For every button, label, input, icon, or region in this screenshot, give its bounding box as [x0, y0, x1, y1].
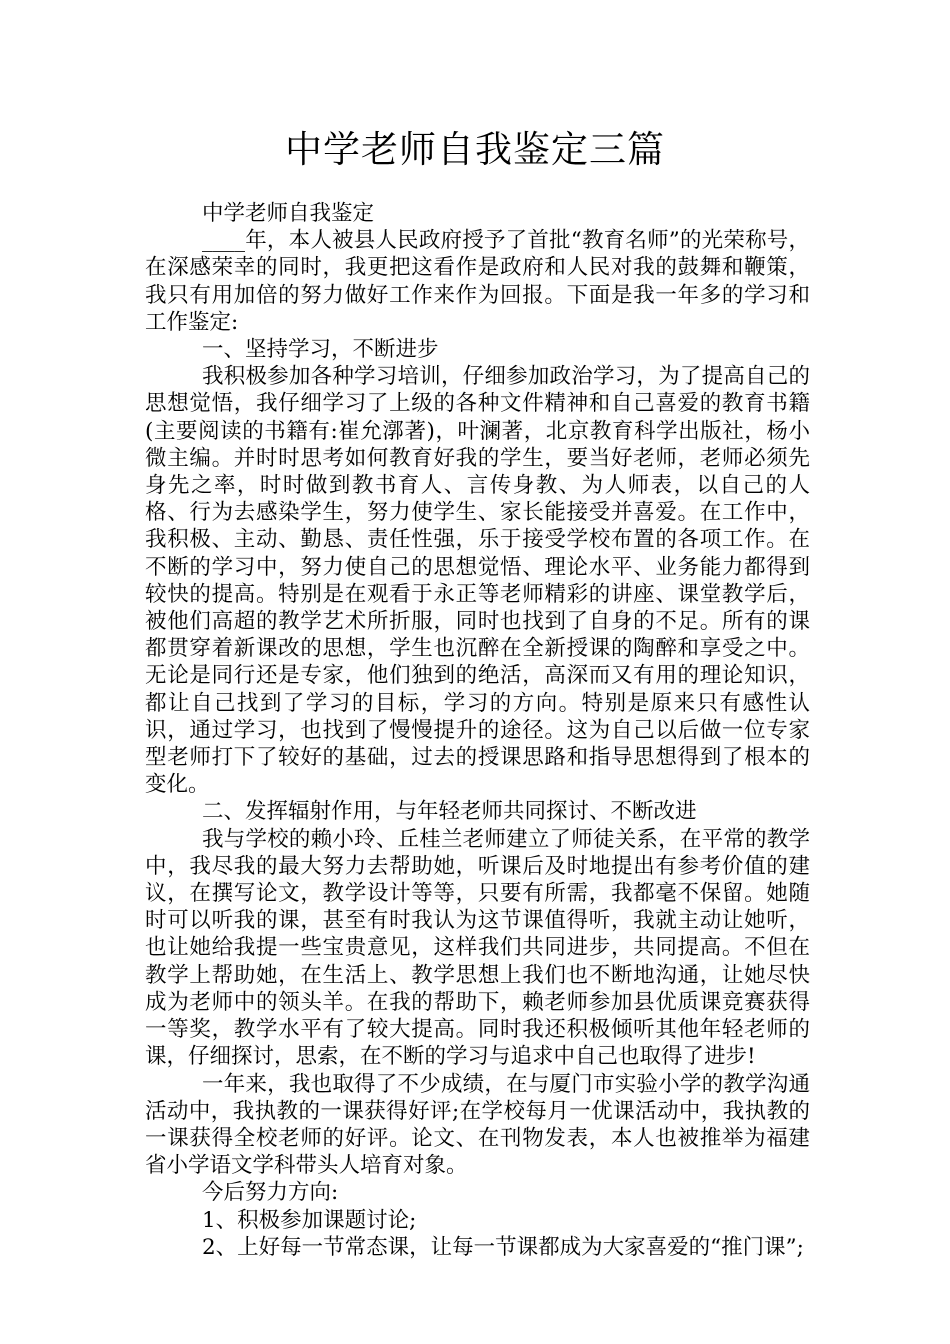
- list-item: 2、上好每一节常态课，让每一节课都成为大家喜爱的“推门课”;: [202, 1234, 804, 1260]
- document-title: 中学老师自我鉴定三篇: [285, 128, 665, 171]
- list-item: 1、积极参加课题讨论;: [202, 1207, 417, 1233]
- section-heading: 中学老师自我鉴定: [202, 201, 375, 226]
- paragraph-study: 我积极参加各种学习培训，仔细参加政治学习，为了提高自己的思想觉悟，我仔细学习了上级的各种文件精神和自己喜爱的教育书籍(主要阅读的书籍有:崔允漷著)，叶澜著，北京教育科学出版社，杨小微主编。并时时思考如何教育好我的学生，要当好老师，老师必须先身先之率，时时做到教书育人、言传身教、为人师表，以自己的人格、行为去感染学生，努力使学生、家长能接受并喜爱。在工作中，我积极、主动、勤恳、责任性强，乐于接受学校布置的各项工作。在不断的学习中，努力使自己的思想觉悟、理论水平、业务能力都得到较快的提高。特别是在观看于永正等老师精彩的讲座、课堂教学后，被他们高超的教学艺术所折服，同时也找到了自身的不足。所有的课都贯穿着新课改的思想，学生也沉醉在全新授课的陶醉和享受之中。无论是同行还是专家，他们独到的绝活，高深而又有用的理论知识，都让自己找到了学习的目标，学习的方向。特别是原来只有感性认识，通过学习，也找到了慢慢提升的途径。这为自己以后做一位专家型老师打下了较好的基础，过去的授课思路和指导思想得到了根本的变化。: [145, 364, 810, 798]
- subheading-2: 二、发挥辐射作用，与年轻老师共同探讨、不断改进: [202, 799, 697, 825]
- future-direction-heading: 今后努力方向:: [202, 1180, 339, 1206]
- intro-paragraph: ____年，本人被县人民政府授予了首批“教育名师”的光荣称号，在深感荣幸的同时，我更把这看作是政府和人民对我的鼓舞和鞭策，我只有用加倍的努力做好工作来作为回报。下面是我一年多的学习和工作鉴定:: [145, 228, 810, 335]
- document-body: [145, 200, 810, 1261]
- paragraph-achievements: 一年来，我也取得了不少成绩，在与厦门市实验小学的教学沟通活动中，我执教的一课获得好评;在学校每月一优课活动中，我执教的一课获得全校老师的好评。论文、在刊物发表，本人也被推举为福建省小学语文学科带头人培育对象。: [145, 1071, 810, 1179]
- paragraph-mentoring: 我与学校的赖小玲、丘桂兰老师建立了师徒关系，在平常的教学中，我尽我的最大努力去帮助她，听课后及时地提出有参考价值的建议，在撰写论文，教学设计等等，只要有所需，我都毫不保留。她随时可以听我的课，甚至有时我认为这节课值得听，我就主动让她听，也让她给我提一些宝贵意见，这样我们共同进步，共同提高。不但在教学上帮助她，在生活上、教学思想上我们也不断地沟通，让她尽快成为老师中的领头羊。在我的帮助下，赖老师参加县优质课竞赛获得一等奖，教学水平有了较大提高。同时我还积极倾听其他年轻老师的课，仔细探讨，思索，在不断的学习与追求中自己也取得了进步!: [145, 826, 810, 1070]
- subheading-1: 一、坚持学习，不断进步: [202, 337, 439, 363]
